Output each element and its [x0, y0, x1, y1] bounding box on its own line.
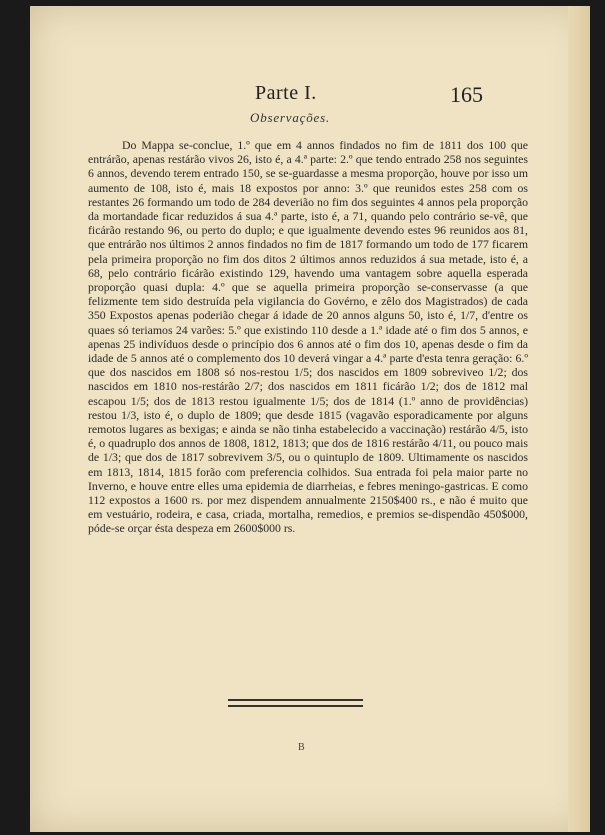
page-number: 165 [450, 82, 483, 107]
page-edge [568, 6, 590, 832]
paragraph: Do Mappa se-conclue, 1.º que em 4 annos findados no fim de 1811 dos 100 que entrárão, apenas restárão vivos 26, isto é, a 4.ª parte: 2.º que tendo entrado 258 nos seguintes 6 annos, devendo terem entrado 150, se se-guardasse a mesma proporção, houve por isso um aumento de 108, isto é, mais 18 expostos por anno: 3.º que reunidos estes 258 com os restantes 26 formando um todo de 284 deverião no fim dos seguintes 4 annos pela proporção da mortandade ficar reduzidos á sua 4.ª parte, isto é, a 71, quando pelo contrário se-vê, que ficárão restando 96, ou perto do duplo; e que igualmente devendo estes 96 reunidos aos 81, que entrárão nos últimos 2 annos findados no fim de 1817 formando um todo de 177 ficarem pela primeira proporção no fim dos ditos 2 últimos annos reduzidos á sua metade, isto é, a 68, pelo contrário ficárão existindo 129, havendo uma vantagem sobre aquella esperada proporção quasi dupla: 4.º que se aquella primeira proporção se-conservasse (a que felizmente tem sido destruída pela vigilancia do Govérno, e zêlo dos Magistrados) de cada 350 Expostos apenas poderião chegar á idade de 20 annos alguns 50, isto é, 1/7, d'entre os quaes só teriamos 24 varões: 5.º que existindo 110 desde a 1.ª idade até o fim dos 5 annos, e apenas 25 indivíduos desde o princípio dos 6 annos até o fim dos 10, apenas desde o fim da idade de 5 annos até o complemento dos 10 deverá vingar a 4.ª parte d'esta tenra geração: 6.º que dos nascidos em 1808 só nos-restou 1/5; dos nascidos em 1809 sobreviveo 1/2; dos nascidos em 1810 nos-restárão 2/7; dos nascidos em 1811 ficárão 1/2; dos de 1812 mal escapou 1/5; dos de 1813 restou igualmente 1/5; dos de 1814 (1.º anno de providências) restou 1/3, isto é, o duplo de 1809; que desde 1815 (vagavão esporadicamente por alguns remotos lugares as bexigas; e ainda se não tinha estabelecido a vaccinação) restárão 4/5, isto é, o quadruplo dos annos de 1808, 1812, 1813; que dos de 1816 restárão 4/11, ou pouco mais de 1/3; que dos de 1817 sobrevivem 3/5, ou o quintuplo de 1809. Ultimamente os nascidos em 1813, 1814, 1815 forão com preferencia colhidos. Sua entrada foi pela maior parte no Inverno, e houve entre elles uma epidemia de diarrheias, e febres meningo-gastricas. E como 112 expostos a 1600 rs. por mez dispendem annualmente 2150$400 rs., e não é muito que em vestuário, rodeira, e casa, criada, mortalha, remedios, e premios se-dispendão 450$000, póde-se orçar ésta despeza em 2600$000 rs. [88, 138, 528, 536]
section-title: Observações. [250, 110, 330, 125]
book-page [30, 6, 590, 832]
page-header [30, 78, 590, 108]
body-text [88, 138, 528, 536]
signature-mark: B [298, 742, 305, 753]
double-rule-divider [228, 699, 363, 707]
part-title: Parte I. [255, 82, 317, 104]
